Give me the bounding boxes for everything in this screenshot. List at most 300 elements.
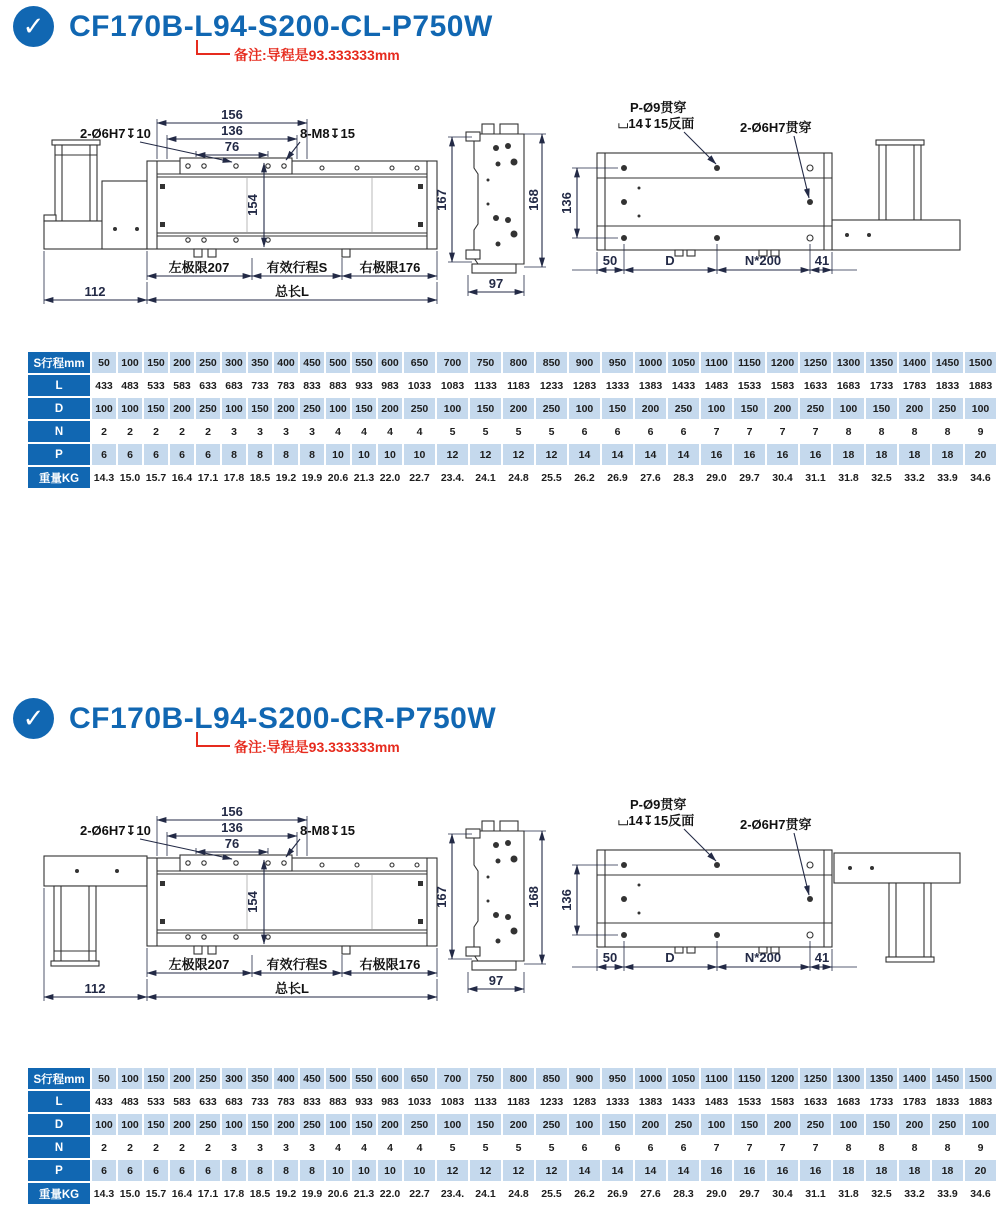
- dim-168: 168: [526, 189, 541, 211]
- spec-cell: 1733: [866, 375, 897, 396]
- check-icon: [13, 698, 54, 739]
- spec-cell: 2: [118, 1137, 142, 1158]
- spec-cell: 1450: [932, 352, 963, 373]
- spec-cell: 600: [378, 1068, 402, 1089]
- spec-cell: 29.7: [734, 467, 765, 488]
- spec-row: [28, 444, 996, 465]
- spec-cell: 200: [767, 1114, 798, 1135]
- spec-cell: 7: [734, 421, 765, 442]
- spec-cell: 5: [536, 1137, 567, 1158]
- spec-cell: 100: [222, 1114, 246, 1135]
- spec-cell: 1233: [536, 375, 567, 396]
- spec-cell: 850: [536, 1068, 567, 1089]
- dim-156: 156: [221, 804, 243, 819]
- spec-cell: 10: [378, 1160, 402, 1181]
- spec-cell: 750: [470, 1068, 501, 1089]
- spec-cell: 33.2: [899, 467, 930, 488]
- spec-cell: 2: [92, 1137, 116, 1158]
- spec-cell: 883: [326, 375, 350, 396]
- spec-cell: 12: [470, 1160, 501, 1181]
- spec-cell: 1100: [701, 352, 732, 373]
- spec-cell: 1583: [767, 1091, 798, 1112]
- spec-cell: 550: [352, 352, 376, 373]
- spec-row: [28, 1137, 996, 1158]
- spec-cell: 1883: [965, 1091, 996, 1112]
- right-limit-label: 右极限176: [359, 957, 421, 972]
- dim-76: 76: [224, 139, 240, 154]
- spec-cell: 24.8: [503, 467, 534, 488]
- spec-cell: 14: [602, 444, 633, 465]
- spec-cell: 6: [668, 1137, 699, 1158]
- spec-cell: 17.1: [196, 467, 220, 488]
- counterbore-callout: ⌴14↧15反面: [618, 813, 695, 828]
- spec-cell: 633: [196, 1091, 220, 1112]
- pin-hole-callout: 2-Ø6H7贯穿: [740, 120, 812, 135]
- dim-136: 136: [559, 192, 574, 214]
- spec-cell: 14: [635, 1160, 666, 1181]
- spec-cell: 1333: [602, 1091, 633, 1112]
- row-header: S行程mm: [28, 352, 90, 373]
- spec-cell: 12: [536, 1160, 567, 1181]
- dim-76: 76: [224, 836, 240, 851]
- spec-cell: 1300: [833, 352, 864, 373]
- spec-cell: 900: [569, 1068, 600, 1089]
- spec-cell: 29.0: [701, 1183, 732, 1204]
- note-leader-line: [196, 732, 230, 747]
- dim-168: 168: [526, 886, 541, 908]
- spec-cell: 18: [833, 444, 864, 465]
- spec-cell: 733: [248, 1091, 272, 1112]
- cross-section-drawing: [434, 112, 556, 302]
- spec-cell: 250: [300, 1114, 324, 1135]
- spec-cell: 100: [118, 398, 142, 419]
- row-header: P: [28, 1160, 90, 1181]
- spec-cell: 583: [170, 375, 194, 396]
- spec-table: [26, 1066, 998, 1206]
- spec-cell: 883: [326, 1091, 350, 1112]
- dim-41: 41: [814, 253, 830, 268]
- spec-cell: 1833: [932, 1091, 963, 1112]
- spec-cell: 1433: [668, 375, 699, 396]
- spec-cell: 733: [248, 375, 272, 396]
- spec-cell: 150: [144, 1114, 168, 1135]
- row-header: P: [28, 444, 90, 465]
- dim-41: 41: [814, 950, 830, 965]
- spec-cell: 150: [470, 398, 501, 419]
- spec-cell: 16: [734, 1160, 765, 1181]
- spec-cell: 1283: [569, 375, 600, 396]
- spec-cell: 8: [866, 1137, 897, 1158]
- section-header: [13, 698, 496, 739]
- spec-cell: 19.9: [300, 1183, 324, 1204]
- side-view-drawing: [42, 795, 442, 1007]
- spec-cell: 22.0: [378, 1183, 402, 1204]
- spec-cell: 2: [170, 1137, 194, 1158]
- spec-cell: 9: [965, 421, 996, 442]
- spec-cell: 1683: [833, 375, 864, 396]
- spec-cell: 100: [965, 1114, 996, 1135]
- spec-cell: 1433: [668, 1091, 699, 1112]
- spec-cell: 29.7: [734, 1183, 765, 1204]
- spec-cell: 1500: [965, 1068, 996, 1089]
- spec-cell: 6: [635, 421, 666, 442]
- spec-cell: 2: [196, 1137, 220, 1158]
- spec-cell: 6: [92, 1160, 116, 1181]
- spec-cell: 100: [118, 352, 142, 373]
- spec-cell: 200: [635, 1114, 666, 1135]
- spec-cell: 150: [248, 398, 272, 419]
- spec-cell: 100: [833, 398, 864, 419]
- spec-cell: 250: [404, 398, 435, 419]
- spec-cell: 7: [767, 1137, 798, 1158]
- spec-cell: 1033: [404, 1091, 435, 1112]
- dim-112: 112: [84, 981, 106, 996]
- spec-row: [28, 467, 996, 488]
- dim-50: 50: [602, 950, 618, 965]
- spec-cell: 100: [118, 1114, 142, 1135]
- pin-hole-callout: 2-Ø6H7贯穿: [740, 817, 812, 832]
- dim-97: 97: [488, 276, 504, 291]
- spec-cell: 783: [274, 375, 298, 396]
- spec-cell: 250: [668, 398, 699, 419]
- spec-cell: 100: [437, 398, 468, 419]
- spec-cell: 200: [274, 398, 298, 419]
- spec-cell: 1200: [767, 1068, 798, 1089]
- spec-cell: 800: [503, 352, 534, 373]
- spec-cell: 1400: [899, 352, 930, 373]
- counterbore-callout: ⌴14↧15反面: [618, 116, 695, 131]
- spec-cell: 27.6: [635, 1183, 666, 1204]
- spec-cell: 20.6: [326, 1183, 350, 1204]
- spec-cell: 18: [866, 1160, 897, 1181]
- spec-row: [28, 352, 996, 373]
- spec-cell: 3: [248, 421, 272, 442]
- spec-cell: 22.7: [404, 1183, 435, 1204]
- spec-cell: 7: [767, 421, 798, 442]
- spec-cell: 12: [503, 1160, 534, 1181]
- spec-cell: 17.8: [222, 1183, 246, 1204]
- spec-cell: 1050: [668, 352, 699, 373]
- row-header: 重量KG: [28, 1183, 90, 1204]
- spec-cell: 3: [222, 1137, 246, 1158]
- check-glyph: ✓: [22, 11, 45, 41]
- spec-cell: 1183: [503, 1091, 534, 1112]
- spec-cell: 15.7: [144, 1183, 168, 1204]
- spec-cell: 600: [378, 352, 402, 373]
- dim-D: D: [665, 253, 675, 268]
- spec-cell: 200: [503, 1114, 534, 1135]
- spec-cell: 1133: [470, 375, 501, 396]
- spec-cell: 14.3: [92, 1183, 116, 1204]
- dim-136: 136: [221, 820, 243, 835]
- spec-cell: 15.0: [118, 467, 142, 488]
- spec-cell: 100: [965, 398, 996, 419]
- spec-cell: 12: [437, 1160, 468, 1181]
- spec-cell: 18.5: [248, 467, 272, 488]
- spec-cell: 1150: [734, 352, 765, 373]
- spec-cell: 400: [274, 352, 298, 373]
- spec-cell: 7: [734, 1137, 765, 1158]
- spec-cell: 3: [300, 1137, 324, 1158]
- spec-cell: 250: [536, 1114, 567, 1135]
- row-header: D: [28, 398, 90, 419]
- spec-cell: 950: [602, 1068, 633, 1089]
- spec-cell: 483: [118, 1091, 142, 1112]
- spec-cell: 6: [118, 444, 142, 465]
- spec-cell: 6: [602, 421, 633, 442]
- spec-cell: 12: [437, 444, 468, 465]
- spec-cell: 1233: [536, 1091, 567, 1112]
- spec-cell: 14: [569, 1160, 600, 1181]
- side-view-drawing: [42, 98, 442, 310]
- spec-cell: 28.3: [668, 467, 699, 488]
- spec-cell: 550: [352, 1068, 376, 1089]
- spec-cell: 2: [92, 421, 116, 442]
- spec-cell: 1633: [800, 1091, 831, 1112]
- spec-cell: 650: [404, 1068, 435, 1089]
- spec-cell: 8: [899, 421, 930, 442]
- spec-cell: 4: [326, 1137, 350, 1158]
- spec-cell: 3: [222, 421, 246, 442]
- spec-cell: 16.4: [170, 1183, 194, 1204]
- spec-cell: 1183: [503, 375, 534, 396]
- spec-cell: 2: [118, 421, 142, 442]
- spec-cell: 200: [899, 398, 930, 419]
- spec-cell: 14: [668, 444, 699, 465]
- spec-table: [26, 350, 998, 490]
- spec-cell: 1833: [932, 375, 963, 396]
- spec-cell: 900: [569, 352, 600, 373]
- spec-cell: 1400: [899, 1068, 930, 1089]
- spec-cell: 15.7: [144, 467, 168, 488]
- spec-cell: 16.4: [170, 467, 194, 488]
- spec-cell: 2: [144, 1137, 168, 1158]
- spec-cell: 983: [378, 375, 402, 396]
- spec-cell: 32.5: [866, 467, 897, 488]
- spec-cell: 4: [378, 1137, 402, 1158]
- spec-row: [28, 421, 996, 442]
- spec-cell: 1083: [437, 375, 468, 396]
- spec-cell: 31.1: [800, 1183, 831, 1204]
- spec-cell: 950: [602, 352, 633, 373]
- spec-cell: 33.2: [899, 1183, 930, 1204]
- spec-cell: 20: [965, 444, 996, 465]
- spec-cell: 200: [635, 398, 666, 419]
- spec-cell: 100: [92, 1114, 116, 1135]
- spec-cell: 6: [635, 1137, 666, 1158]
- spec-cell: 1050: [668, 1068, 699, 1089]
- bottom-view-drawing: [559, 98, 982, 310]
- spec-cell: 18: [932, 1160, 963, 1181]
- spec-cell: 34.6: [965, 467, 996, 488]
- row-header: L: [28, 375, 90, 396]
- spec-cell: 5: [470, 1137, 501, 1158]
- hole-callout-right: 8-M8↧15: [300, 823, 355, 838]
- spec-cell: 14: [602, 1160, 633, 1181]
- spec-cell: 750: [470, 352, 501, 373]
- spec-cell: 200: [170, 1068, 194, 1089]
- lead-note: 备注:导程是93.333333mm: [234, 739, 400, 755]
- spec-cell: 1283: [569, 1091, 600, 1112]
- stroke-label: 有效行程S: [266, 957, 328, 972]
- spec-cell: 33.9: [932, 1183, 963, 1204]
- left-limit-label: 左极限207: [168, 260, 230, 275]
- dim-50: 50: [602, 253, 618, 268]
- dim-136: 136: [559, 889, 574, 911]
- spec-cell: 26.2: [569, 1183, 600, 1204]
- spec-cell: 250: [196, 1068, 220, 1089]
- spec-cell: 450: [300, 1068, 324, 1089]
- spec-cell: 7: [701, 421, 732, 442]
- spec-cell: 1533: [734, 375, 765, 396]
- spec-cell: 16: [800, 444, 831, 465]
- spec-cell: 16: [767, 444, 798, 465]
- spec-cell: 5: [437, 1137, 468, 1158]
- spec-cell: 20.6: [326, 467, 350, 488]
- cross-section-drawing: [434, 809, 556, 999]
- spec-cell: 14: [635, 444, 666, 465]
- spec-cell: 100: [569, 1114, 600, 1135]
- spec-cell: 18: [899, 444, 930, 465]
- spec-cell: 1783: [899, 375, 930, 396]
- spec-cell: 22.7: [404, 467, 435, 488]
- spec-cell: 8: [833, 1137, 864, 1158]
- spec-cell: 25.5: [536, 467, 567, 488]
- spec-cell: 18.5: [248, 1183, 272, 1204]
- spec-cell: 8: [300, 1160, 324, 1181]
- check-icon: [13, 6, 54, 47]
- spec-cell: 6: [602, 1137, 633, 1158]
- spec-cell: 800: [503, 1068, 534, 1089]
- dim-136: 136: [221, 123, 243, 138]
- spec-cell: 1150: [734, 1068, 765, 1089]
- spec-cell: 31.8: [833, 1183, 864, 1204]
- spec-cell: 150: [144, 1068, 168, 1089]
- spec-cell: 4: [404, 421, 435, 442]
- spec-cell: 26.9: [602, 1183, 633, 1204]
- spec-cell: 350: [248, 1068, 272, 1089]
- spec-cell: 400: [274, 1068, 298, 1089]
- spec-cell: 17.8: [222, 467, 246, 488]
- spec-cell: 100: [701, 1114, 732, 1135]
- spec-cell: 1483: [701, 1091, 732, 1112]
- spec-row: [28, 1091, 996, 1112]
- row-header: N: [28, 1137, 90, 1158]
- row-header: D: [28, 1114, 90, 1135]
- spec-cell: 150: [734, 398, 765, 419]
- spec-cell: 8: [866, 421, 897, 442]
- spec-cell: 3: [300, 421, 324, 442]
- spec-cell: 1350: [866, 352, 897, 373]
- spec-cell: 250: [932, 398, 963, 419]
- spec-cell: 1250: [800, 1068, 831, 1089]
- spec-cell: 200: [170, 398, 194, 419]
- spec-cell: 200: [378, 398, 402, 419]
- spec-cell: 6: [170, 444, 194, 465]
- spec-cell: 24.1: [470, 467, 501, 488]
- spec-cell: 50: [92, 352, 116, 373]
- spec-cell: 6: [569, 421, 600, 442]
- spec-cell: 18: [866, 444, 897, 465]
- spec-cell: 17.1: [196, 1183, 220, 1204]
- p-hole-callout: P-Ø9贯穿: [630, 100, 687, 115]
- spec-cell: 19.9: [300, 467, 324, 488]
- spec-cell: 16: [767, 1160, 798, 1181]
- spec-cell: 4: [352, 1137, 376, 1158]
- spec-cell: 350: [248, 352, 272, 373]
- spec-cell: 150: [144, 398, 168, 419]
- spec-cell: 200: [170, 352, 194, 373]
- spec-cell: 850: [536, 352, 567, 373]
- spec-cell: 20: [965, 1160, 996, 1181]
- spec-cell: 8: [274, 444, 298, 465]
- spec-cell: 250: [300, 398, 324, 419]
- spec-cell: 10: [352, 1160, 376, 1181]
- spec-cell: 433: [92, 1091, 116, 1112]
- spec-cell: 4: [378, 421, 402, 442]
- spec-cell: 1250: [800, 352, 831, 373]
- spec-cell: 27.6: [635, 467, 666, 488]
- spec-cell: 1100: [701, 1068, 732, 1089]
- hole-callout-left: 2-Ø6H7↧10: [80, 823, 151, 838]
- spec-cell: 10: [326, 444, 350, 465]
- spec-cell: 783: [274, 1091, 298, 1112]
- spec-cell: 150: [248, 1114, 272, 1135]
- row-header: S行程mm: [28, 1068, 90, 1089]
- spec-cell: 21.3: [352, 1183, 376, 1204]
- spec-cell: 1000: [635, 352, 666, 373]
- spec-cell: 200: [503, 398, 534, 419]
- spec-row: [28, 1114, 996, 1135]
- spec-cell: 30.4: [767, 1183, 798, 1204]
- dim-N200: N*200: [744, 950, 782, 965]
- spec-cell: 1383: [635, 1091, 666, 1112]
- spec-cell: 26.9: [602, 467, 633, 488]
- spec-cell: 6: [196, 1160, 220, 1181]
- spec-row: [28, 398, 996, 419]
- spec-cell: 5: [470, 421, 501, 442]
- dim-N200: N*200: [744, 253, 782, 268]
- dim-167: 167: [434, 886, 449, 908]
- spec-cell: 983: [378, 1091, 402, 1112]
- spec-cell: 933: [352, 375, 376, 396]
- spec-cell: 250: [196, 398, 220, 419]
- left-limit-label: 左极限207: [168, 957, 230, 972]
- spec-cell: 1083: [437, 1091, 468, 1112]
- spec-cell: 29.0: [701, 467, 732, 488]
- hole-callout-left: 2-Ø6H7↧10: [80, 126, 151, 141]
- spec-cell: 2: [144, 421, 168, 442]
- spec-cell: 833: [300, 375, 324, 396]
- spec-cell: 10: [404, 1160, 435, 1181]
- spec-cell: 14.3: [92, 467, 116, 488]
- hole-callout-right: 8-M8↧15: [300, 126, 355, 141]
- spec-cell: 833: [300, 1091, 324, 1112]
- spec-cell: 583: [170, 1091, 194, 1112]
- spec-cell: 633: [196, 375, 220, 396]
- spec-cell: 8: [222, 444, 246, 465]
- spec-cell: 8: [899, 1137, 930, 1158]
- spec-row: [28, 1183, 996, 1204]
- spec-cell: 500: [326, 352, 350, 373]
- spec-cell: 8: [932, 421, 963, 442]
- total-length-label: 总长L: [275, 284, 309, 299]
- spec-cell: 6: [170, 1160, 194, 1181]
- spec-cell: 34.6: [965, 1183, 996, 1204]
- spec-cell: 1450: [932, 1068, 963, 1089]
- spec-cell: 533: [144, 375, 168, 396]
- spec-cell: 1383: [635, 375, 666, 396]
